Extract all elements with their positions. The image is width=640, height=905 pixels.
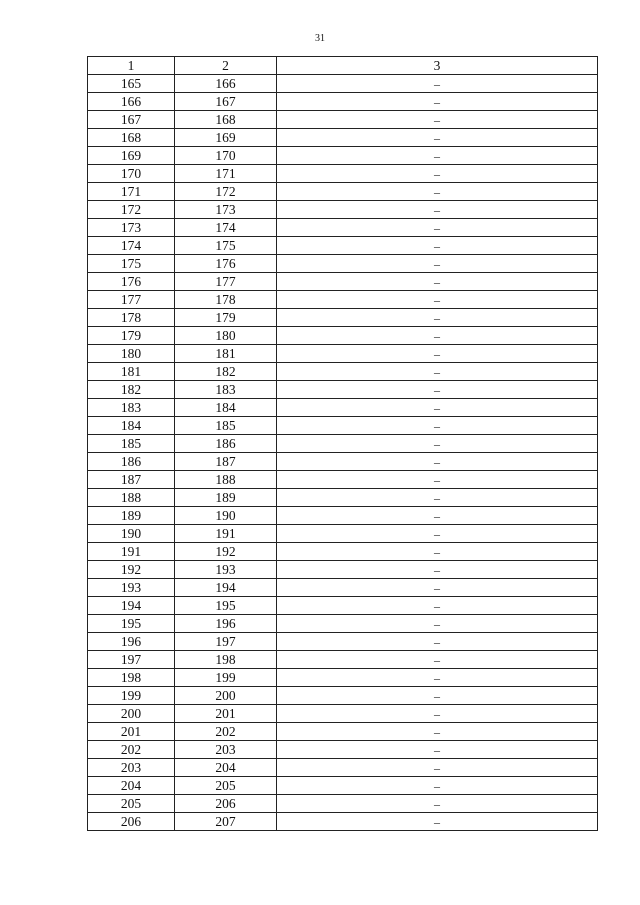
table-cell-col-1: 176 (88, 273, 175, 291)
table-cell-col-2: 172 (175, 183, 277, 201)
table-cell-col-3: – (277, 543, 598, 561)
table-cell-col-2: 173 (175, 201, 277, 219)
table-cell-col-2: 175 (175, 237, 277, 255)
table-row (88, 543, 598, 561)
table-cell-col-2: 205 (175, 777, 277, 795)
table-cell-col-1: 185 (88, 435, 175, 453)
table-row (88, 93, 598, 111)
table-row (88, 633, 598, 651)
table-cell-col-3: – (277, 111, 598, 129)
table-cell-col-3: – (277, 453, 598, 471)
header-row (88, 57, 598, 75)
table-cell-col-3: – (277, 723, 598, 741)
table-cell-col-1: 193 (88, 579, 175, 597)
table-row (88, 579, 598, 597)
table-cell-col-3: – (277, 93, 598, 111)
table-cell-col-2: 201 (175, 705, 277, 723)
table-cell-col-2: 191 (175, 525, 277, 543)
table-cell-col-2: 181 (175, 345, 277, 363)
table-cell-col-1: 190 (88, 525, 175, 543)
table-cell-col-2: 190 (175, 507, 277, 525)
table-cell-col-2: 179 (175, 309, 277, 327)
table-row (88, 525, 598, 543)
table-row (88, 147, 598, 165)
table-cell-col-1: 173 (88, 219, 175, 237)
table-cell-col-1: 184 (88, 417, 175, 435)
column-header-3: 3 (277, 57, 598, 75)
table-cell-col-1: 172 (88, 201, 175, 219)
table-cell-col-3: – (277, 633, 598, 651)
table-cell-col-2: 189 (175, 489, 277, 507)
table-row (88, 777, 598, 795)
table-row (88, 309, 598, 327)
table-cell-col-3: – (277, 561, 598, 579)
table-cell-col-1: 175 (88, 255, 175, 273)
table-row (88, 399, 598, 417)
table-cell-col-2: 207 (175, 813, 277, 831)
table-cell-col-3: – (277, 327, 598, 345)
table-cell-col-1: 178 (88, 309, 175, 327)
table-cell-col-2: 202 (175, 723, 277, 741)
table-cell-col-3: – (277, 345, 598, 363)
table-cell-col-2: 200 (175, 687, 277, 705)
table-cell-col-2: 182 (175, 363, 277, 381)
table-cell-col-3: – (277, 777, 598, 795)
table-cell-col-3: – (277, 489, 598, 507)
table-row (88, 597, 598, 615)
table-row (88, 363, 598, 381)
table-cell-col-2: 170 (175, 147, 277, 165)
table-cell-col-3: – (277, 525, 598, 543)
table-cell-col-1: 166 (88, 93, 175, 111)
table-cell-col-1: 171 (88, 183, 175, 201)
table-row (88, 327, 598, 345)
table-row (88, 471, 598, 489)
table-cell-col-3: – (277, 75, 598, 93)
table-cell-col-3: – (277, 669, 598, 687)
table-row (88, 255, 598, 273)
table-cell-col-2: 177 (175, 273, 277, 291)
table-cell-col-3: – (277, 795, 598, 813)
table-cell-col-1: 194 (88, 597, 175, 615)
table-cell-col-2: 178 (175, 291, 277, 309)
table-cell-col-2: 197 (175, 633, 277, 651)
table-cell-col-3: – (277, 759, 598, 777)
table-cell-col-3: – (277, 255, 598, 273)
table-row (88, 489, 598, 507)
table-row (88, 795, 598, 813)
column-header-2: 2 (175, 57, 277, 75)
table-cell-col-2: 188 (175, 471, 277, 489)
table-cell-col-3: – (277, 165, 598, 183)
table-cell-col-2: 187 (175, 453, 277, 471)
table-cell-col-2: 186 (175, 435, 277, 453)
table-cell-col-3: – (277, 183, 598, 201)
page-number: 31 (315, 33, 325, 44)
table-cell-col-1: 187 (88, 471, 175, 489)
table-row (88, 111, 598, 129)
table-row (88, 651, 598, 669)
table-cell-col-3: – (277, 291, 598, 309)
table-row (88, 237, 598, 255)
table-cell-col-1: 174 (88, 237, 175, 255)
table-cell-col-3: – (277, 471, 598, 489)
table-cell-col-1: 197 (88, 651, 175, 669)
table-header (88, 57, 598, 75)
table-row (88, 723, 598, 741)
table-row (88, 417, 598, 435)
table-cell-col-2: 192 (175, 543, 277, 561)
table-cell-col-3: – (277, 705, 598, 723)
table-row (88, 669, 598, 687)
table-cell-col-2: 180 (175, 327, 277, 345)
table-cell-col-3: – (277, 363, 598, 381)
table-cell-col-2: 166 (175, 75, 277, 93)
table-cell-col-1: 182 (88, 381, 175, 399)
table-cell-col-3: – (277, 741, 598, 759)
table-cell-col-1: 199 (88, 687, 175, 705)
table-row (88, 561, 598, 579)
table-cell-col-3: – (277, 813, 598, 831)
table-cell-col-3: – (277, 129, 598, 147)
table-row (88, 453, 598, 471)
table-cell-col-3: – (277, 219, 598, 237)
table-cell-col-2: 184 (175, 399, 277, 417)
table-cell-col-2: 203 (175, 741, 277, 759)
table-row (88, 615, 598, 633)
table-cell-col-1: 205 (88, 795, 175, 813)
table-body (88, 75, 598, 831)
table-row (88, 219, 598, 237)
table-cell-col-1: 203 (88, 759, 175, 777)
table-cell-col-2: 171 (175, 165, 277, 183)
table-cell-col-1: 188 (88, 489, 175, 507)
table-cell-col-3: – (277, 201, 598, 219)
table-cell-col-2: 196 (175, 615, 277, 633)
table-cell-col-3: – (277, 309, 598, 327)
table-cell-col-3: – (277, 381, 598, 399)
table-cell-col-2: 204 (175, 759, 277, 777)
table-row (88, 291, 598, 309)
table-cell-col-2: 167 (175, 93, 277, 111)
table-row (88, 687, 598, 705)
table-row (88, 705, 598, 723)
table-cell-col-2: 168 (175, 111, 277, 129)
table-cell-col-1: 181 (88, 363, 175, 381)
table-row (88, 507, 598, 525)
table-row (88, 201, 598, 219)
table-cell-col-1: 200 (88, 705, 175, 723)
table-cell-col-3: – (277, 651, 598, 669)
table-cell-col-3: – (277, 579, 598, 597)
table-cell-col-2: 195 (175, 597, 277, 615)
table-cell-col-2: 176 (175, 255, 277, 273)
table-row (88, 813, 598, 831)
table-row (88, 345, 598, 363)
table-cell-col-3: – (277, 687, 598, 705)
table-cell-col-3: – (277, 507, 598, 525)
table-row (88, 741, 598, 759)
table-row (88, 435, 598, 453)
table-cell-col-1: 170 (88, 165, 175, 183)
table-cell-col-3: – (277, 597, 598, 615)
table-row (88, 129, 598, 147)
table-cell-col-1: 167 (88, 111, 175, 129)
table-cell-col-3: – (277, 399, 598, 417)
table-cell-col-2: 194 (175, 579, 277, 597)
table-cell-col-1: 180 (88, 345, 175, 363)
table-row (88, 381, 598, 399)
table-cell-col-2: 199 (175, 669, 277, 687)
table-cell-col-1: 189 (88, 507, 175, 525)
table-row (88, 75, 598, 93)
table-cell-col-2: 174 (175, 219, 277, 237)
table-cell-col-2: 193 (175, 561, 277, 579)
table-cell-col-1: 169 (88, 147, 175, 165)
table-row (88, 165, 598, 183)
table-cell-col-1: 198 (88, 669, 175, 687)
table-cell-col-1: 165 (88, 75, 175, 93)
table-cell-col-1: 195 (88, 615, 175, 633)
table-cell-col-3: – (277, 273, 598, 291)
data-table (87, 56, 598, 831)
table-cell-col-2: 206 (175, 795, 277, 813)
table-cell-col-1: 177 (88, 291, 175, 309)
table-cell-col-3: – (277, 147, 598, 165)
table-cell-col-2: 185 (175, 417, 277, 435)
table-row (88, 183, 598, 201)
column-header-1: 1 (88, 57, 175, 75)
table-cell-col-1: 201 (88, 723, 175, 741)
table-cell-col-1: 186 (88, 453, 175, 471)
table-row (88, 759, 598, 777)
table-cell-col-1: 183 (88, 399, 175, 417)
table-cell-col-1: 192 (88, 561, 175, 579)
table-cell-col-1: 191 (88, 543, 175, 561)
table-cell-col-2: 198 (175, 651, 277, 669)
table-cell-col-1: 196 (88, 633, 175, 651)
table-cell-col-2: 183 (175, 381, 277, 399)
table-cell-col-3: – (277, 615, 598, 633)
table-cell-col-3: – (277, 237, 598, 255)
table-cell-col-1: 204 (88, 777, 175, 795)
table-row (88, 273, 598, 291)
table-cell-col-2: 169 (175, 129, 277, 147)
table-cell-col-1: 206 (88, 813, 175, 831)
table-cell-col-1: 179 (88, 327, 175, 345)
table-cell-col-3: – (277, 435, 598, 453)
table-cell-col-1: 202 (88, 741, 175, 759)
table-cell-col-1: 168 (88, 129, 175, 147)
table-cell-col-3: – (277, 417, 598, 435)
